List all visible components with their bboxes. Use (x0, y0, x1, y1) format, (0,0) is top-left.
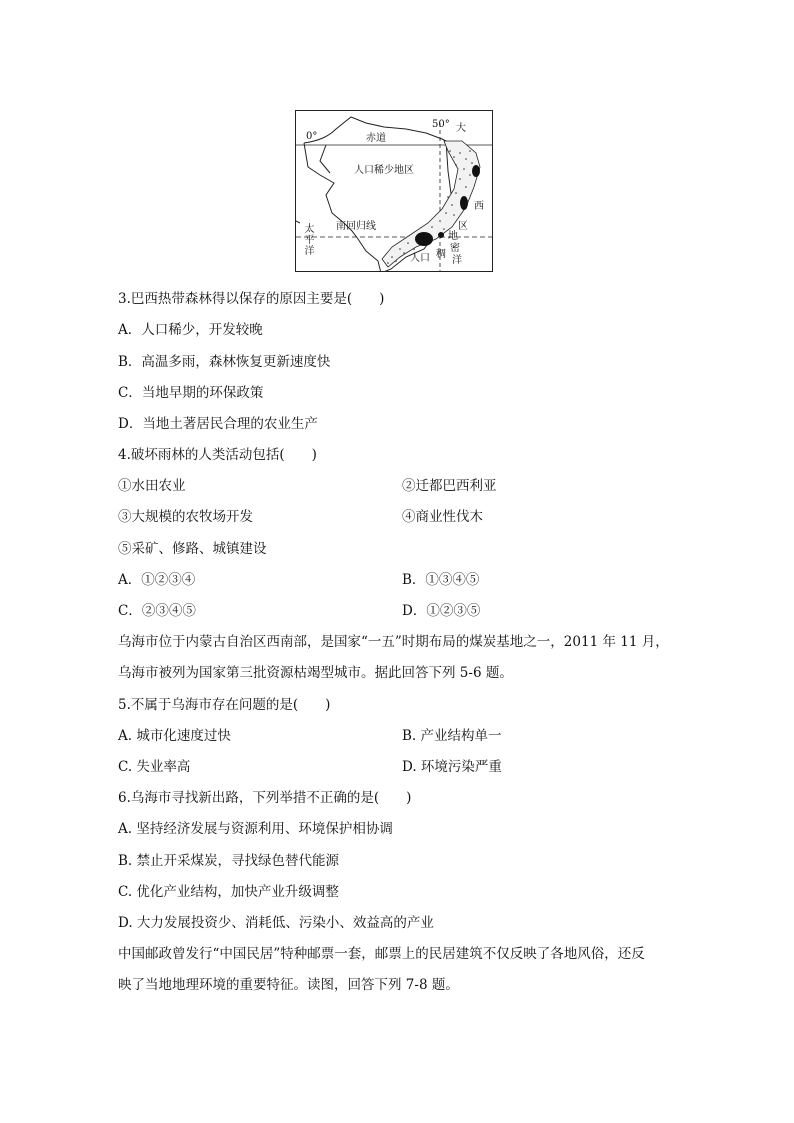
q6-option-d: D. 大力发展投资少、消耗低、污染小、效益高的产业 (118, 915, 434, 931)
q5-option-a: A. 城市化速度过快 (118, 728, 231, 744)
blob-east (460, 196, 468, 210)
question-5: 5.不属于乌海市存在问题的是( ) (118, 697, 331, 713)
question-3: 3.巴西热带森林得以保存的原因主要是( ) (118, 291, 385, 307)
q4-item-1: ①水田农业 (118, 478, 186, 494)
blob-southeast-small (438, 232, 444, 238)
map-label-dense-5: 人口 (410, 253, 430, 264)
question-6: 6.乌海市寻找新出路，下列举措不正确的是( ) (118, 790, 412, 806)
map-label-dense-2: 地 (448, 231, 458, 242)
map-label-dense-3: 密 (450, 243, 460, 254)
q4-item-3: ③大规模的农牧场开发 (118, 509, 253, 525)
q6-option-a: A. 坚持经济发展与资源利用、环境保护相协调 (118, 821, 393, 837)
q5-option-c: C. 失业率高 (118, 759, 191, 775)
q6-option-b: B. 禁止开采煤炭，寻找绿色替代能源 (118, 853, 340, 869)
blob-southeast-large (415, 232, 433, 246)
q4-item-2: ②迁都巴西利亚 (402, 478, 497, 494)
q5-option-b: B. 产业结构单一 (402, 728, 502, 744)
q4-item-5: ⑤采矿、修路、城镇建设 (118, 541, 267, 557)
map-label-sparse: 人口稀少地区 (354, 165, 414, 176)
question-4: 4.破坏雨林的人类活动包括( ) (118, 447, 317, 463)
passage-wuhai-2: 乌海市被列为国家第三批资源枯竭型城市。据此回答下列 5-6 题。 (118, 665, 513, 681)
passage-stamps-2: 映了当地地理环境的重要特征。读图，回答下列 7-8 题。 (118, 977, 459, 993)
map-label-0deg: 0° (306, 131, 318, 142)
q4-item-4: ④商业性伐木 (402, 509, 483, 525)
map-label-50deg: 50° (432, 119, 450, 130)
q3-option-c: C．当地早期的环保政策 (118, 385, 264, 401)
blob-northeast (472, 165, 480, 177)
q4-option-a: A．①②③④ (118, 572, 196, 588)
q6-option-c: C. 优化产业结构，加快产业升级调整 (118, 884, 339, 900)
map-label-dense-1: 区 (458, 221, 468, 232)
inner-border (320, 145, 330, 173)
brazil-population-map (295, 110, 493, 272)
q3-option-d: D．当地土著居民合理的农业生产 (118, 416, 318, 432)
q5-option-d: D. 环境污染严重 (402, 759, 502, 775)
map-label-dense-4: 稠 (436, 249, 446, 260)
passage-wuhai-1: 乌海市位于内蒙古自治区西南部，是国家“一五”时期布局的煤炭基地之一，2011 年 11 月， (118, 634, 669, 650)
map-label-tropic: 南回归线 (336, 221, 376, 232)
western-border (304, 143, 381, 272)
map-drawing (296, 111, 493, 272)
map-label-atlantic-3: 洋 (452, 255, 462, 266)
map-label-pacific: 太平洋 (302, 223, 313, 256)
q3-option-a: A．人口稀少，开发较晚 (118, 322, 263, 338)
q4-option-b: B．①③④⑤ (402, 572, 480, 588)
q4-option-d: D．①②③⑤ (402, 603, 481, 619)
pacific-coast (296, 221, 300, 223)
map-label-equator: 赤道 (366, 133, 386, 144)
map-label-atlantic-1: 大 (456, 123, 466, 134)
passage-stamps-1: 中国邮政曾发行“中国民居”特种邮票一套，邮票上的民居建筑不仅反映了各地风俗，还反 (118, 946, 645, 962)
map-label-atlantic-2: 西 (474, 201, 484, 212)
q3-option-b: B．高温多雨，森林恢复更新速度快 (118, 354, 331, 370)
q4-option-c: C．②③④⑤ (118, 603, 196, 619)
